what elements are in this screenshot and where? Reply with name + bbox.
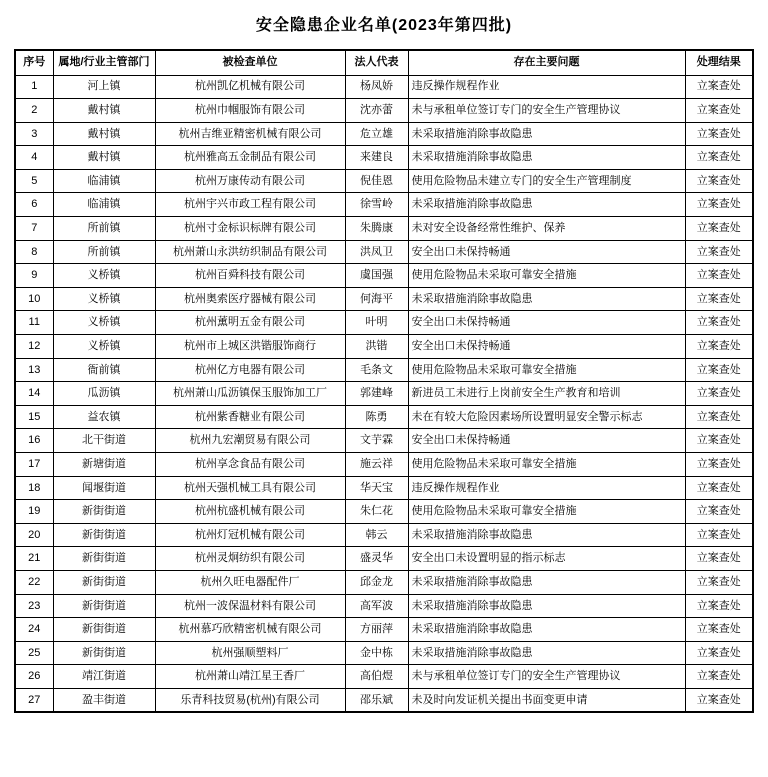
cell-unit: 杭州百舜科技有限公司 xyxy=(155,264,345,288)
table-row xyxy=(15,570,753,594)
cell-seq: 1 xyxy=(15,75,53,99)
table-row xyxy=(15,335,753,359)
cell-seq: 4 xyxy=(15,146,53,170)
cell-legal-rep: 郭建峰 xyxy=(345,382,408,406)
cell-result: 立案查处 xyxy=(685,99,753,123)
cell-department: 新街街道 xyxy=(53,547,155,571)
cell-seq: 11 xyxy=(15,311,53,335)
cell-result: 立案查处 xyxy=(685,594,753,618)
cell-department: 新街街道 xyxy=(53,523,155,547)
cell-legal-rep: 危立雄 xyxy=(345,122,408,146)
table-row xyxy=(15,311,753,335)
cell-unit: 杭州强顺塑料厂 xyxy=(155,641,345,665)
cell-result: 立案查处 xyxy=(685,146,753,170)
table-body xyxy=(15,75,753,712)
cell-department: 戴村镇 xyxy=(53,146,155,170)
cell-seq: 23 xyxy=(15,594,53,618)
cell-problem: 安全出口未保持畅通 xyxy=(408,311,685,335)
cell-seq: 6 xyxy=(15,193,53,217)
cell-seq: 18 xyxy=(15,476,53,500)
cell-department: 衙前镇 xyxy=(53,358,155,382)
table-row xyxy=(15,75,753,99)
cell-problem: 安全出口未保持畅通 xyxy=(408,335,685,359)
cell-result: 立案查处 xyxy=(685,665,753,689)
header-unit: 被检查单位 xyxy=(155,50,345,75)
cell-seq: 16 xyxy=(15,429,53,453)
hazard-enterprise-table xyxy=(14,49,754,713)
cell-problem: 违反操作规程作业 xyxy=(408,476,685,500)
cell-unit: 杭州一波保温材料有限公司 xyxy=(155,594,345,618)
cell-legal-rep: 洪锴 xyxy=(345,335,408,359)
cell-result: 立案查处 xyxy=(685,311,753,335)
table-row xyxy=(15,146,753,170)
table-header-row xyxy=(15,50,753,75)
cell-legal-rep: 沈亦蕾 xyxy=(345,99,408,123)
cell-result: 立案查处 xyxy=(685,641,753,665)
table-row xyxy=(15,429,753,453)
cell-result: 立案查处 xyxy=(685,287,753,311)
table-row xyxy=(15,453,753,477)
cell-legal-rep: 杨凤娇 xyxy=(345,75,408,99)
cell-legal-rep: 来建良 xyxy=(345,146,408,170)
cell-department: 闻堰街道 xyxy=(53,476,155,500)
cell-unit: 杭州万康传动有限公司 xyxy=(155,169,345,193)
cell-problem: 使用危险物品未采取可靠安全措施 xyxy=(408,453,685,477)
header-legal-rep: 法人代表 xyxy=(345,50,408,75)
cell-unit: 杭州雅高五金制品有限公司 xyxy=(155,146,345,170)
cell-legal-rep: 高伯煜 xyxy=(345,665,408,689)
cell-legal-rep: 华天宝 xyxy=(345,476,408,500)
cell-problem: 安全出口未设置明显的指示标志 xyxy=(408,547,685,571)
cell-problem: 新进员工未进行上岗前安全生产教育和培训 xyxy=(408,382,685,406)
cell-department: 戴村镇 xyxy=(53,99,155,123)
cell-result: 立案查处 xyxy=(685,335,753,359)
table-row xyxy=(15,287,753,311)
cell-department: 河上镇 xyxy=(53,75,155,99)
cell-department: 新街街道 xyxy=(53,500,155,524)
cell-unit: 杭州紫香糖业有限公司 xyxy=(155,405,345,429)
cell-problem: 安全出口未保持畅通 xyxy=(408,240,685,264)
cell-department: 临浦镇 xyxy=(53,169,155,193)
cell-legal-rep: 高军波 xyxy=(345,594,408,618)
cell-unit: 杭州萧山靖江星王香厂 xyxy=(155,665,345,689)
cell-problem: 未采取措施消除事故隐患 xyxy=(408,146,685,170)
cell-department: 新街街道 xyxy=(53,618,155,642)
cell-legal-rep: 韩云 xyxy=(345,523,408,547)
cell-problem: 未采取措施消除事故隐患 xyxy=(408,618,685,642)
cell-unit: 杭州市上城区洪锴服饰商行 xyxy=(155,335,345,359)
cell-seq: 27 xyxy=(15,688,53,712)
cell-unit: 杭州巾帼服饰有限公司 xyxy=(155,99,345,123)
table-row xyxy=(15,240,753,264)
cell-seq: 13 xyxy=(15,358,53,382)
cell-department: 盈丰街道 xyxy=(53,688,155,712)
cell-unit: 杭州宇兴市政工程有限公司 xyxy=(155,193,345,217)
cell-seq: 20 xyxy=(15,523,53,547)
cell-department: 所前镇 xyxy=(53,217,155,241)
cell-legal-rep: 倪佳恩 xyxy=(345,169,408,193)
cell-unit: 杭州薰明五金有限公司 xyxy=(155,311,345,335)
cell-department: 新街街道 xyxy=(53,641,155,665)
cell-seq: 15 xyxy=(15,405,53,429)
cell-problem: 安全出口未保持畅通 xyxy=(408,429,685,453)
cell-legal-rep: 朱腾康 xyxy=(345,217,408,241)
cell-problem: 未与承租单位签订专门的安全生产管理协议 xyxy=(408,99,685,123)
table-row xyxy=(15,193,753,217)
cell-unit: 杭州寸金标识标牌有限公司 xyxy=(155,217,345,241)
cell-problem: 使用危险物品未采取可靠安全措施 xyxy=(408,358,685,382)
cell-problem: 违反操作规程作业 xyxy=(408,75,685,99)
table-row xyxy=(15,523,753,547)
cell-department: 瓜沥镇 xyxy=(53,382,155,406)
cell-legal-rep: 毛条文 xyxy=(345,358,408,382)
cell-problem: 未采取措施消除事故隐患 xyxy=(408,523,685,547)
cell-result: 立案查处 xyxy=(685,358,753,382)
cell-result: 立案查处 xyxy=(685,476,753,500)
cell-legal-rep: 邱金龙 xyxy=(345,570,408,594)
cell-department: 北干街道 xyxy=(53,429,155,453)
cell-result: 立案查处 xyxy=(685,500,753,524)
cell-department: 新街街道 xyxy=(53,594,155,618)
cell-seq: 26 xyxy=(15,665,53,689)
cell-unit: 杭州奥索医疗器械有限公司 xyxy=(155,287,345,311)
cell-legal-rep: 徐雪岭 xyxy=(345,193,408,217)
cell-seq: 24 xyxy=(15,618,53,642)
cell-problem: 未与承租单位签订专门的安全生产管理协议 xyxy=(408,665,685,689)
cell-legal-rep: 朱仁花 xyxy=(345,500,408,524)
cell-unit: 乐青科技贸易(杭州)有限公司 xyxy=(155,688,345,712)
cell-problem: 使用危险物品未建立专门的安全生产管理制度 xyxy=(408,169,685,193)
cell-legal-rep: 邵乐斌 xyxy=(345,688,408,712)
cell-problem: 未采取措施消除事故隐患 xyxy=(408,594,685,618)
cell-problem: 使用危险物品未采取可靠安全措施 xyxy=(408,264,685,288)
cell-problem: 未采取措施消除事故隐患 xyxy=(408,287,685,311)
table-row xyxy=(15,547,753,571)
cell-problem: 未在有较大危险因素场所设置明显安全警示标志 xyxy=(408,405,685,429)
cell-problem: 使用危险物品未采取可靠安全措施 xyxy=(408,500,685,524)
header-problem: 存在主要问题 xyxy=(408,50,685,75)
header-department: 属地/行业主管部门 xyxy=(53,50,155,75)
cell-legal-rep: 文芋霖 xyxy=(345,429,408,453)
cell-seq: 9 xyxy=(15,264,53,288)
cell-result: 立案查处 xyxy=(685,453,753,477)
table-row xyxy=(15,476,753,500)
table-row xyxy=(15,405,753,429)
cell-problem: 未及时向发证机关提出书面变更申请 xyxy=(408,688,685,712)
cell-seq: 2 xyxy=(15,99,53,123)
cell-department: 义桥镇 xyxy=(53,287,155,311)
cell-unit: 杭州萧山瓜沥镇保玉服饰加工厂 xyxy=(155,382,345,406)
cell-result: 立案查处 xyxy=(685,523,753,547)
cell-department: 义桥镇 xyxy=(53,264,155,288)
table-row xyxy=(15,358,753,382)
cell-result: 立案查处 xyxy=(685,688,753,712)
cell-department: 临浦镇 xyxy=(53,193,155,217)
cell-unit: 杭州灯冠机械有限公司 xyxy=(155,523,345,547)
cell-unit: 杭州杭盛机械有限公司 xyxy=(155,500,345,524)
cell-unit: 杭州久旺电器配件厂 xyxy=(155,570,345,594)
cell-legal-rep: 洪凤卫 xyxy=(345,240,408,264)
cell-unit: 杭州灵炯纺织有限公司 xyxy=(155,547,345,571)
table-row xyxy=(15,665,753,689)
cell-problem: 未采取措施消除事故隐患 xyxy=(408,641,685,665)
cell-seq: 19 xyxy=(15,500,53,524)
cell-department: 靖江街道 xyxy=(53,665,155,689)
cell-problem: 未采取措施消除事故隐患 xyxy=(408,122,685,146)
cell-legal-rep: 陈勇 xyxy=(345,405,408,429)
cell-result: 立案查处 xyxy=(685,217,753,241)
cell-seq: 3 xyxy=(15,122,53,146)
table-row xyxy=(15,169,753,193)
cell-seq: 17 xyxy=(15,453,53,477)
page-title: 安全隐患企业名单(2023年第四批) xyxy=(255,17,513,34)
cell-result: 立案查处 xyxy=(685,618,753,642)
cell-legal-rep: 盛灵华 xyxy=(345,547,408,571)
cell-result: 立案查处 xyxy=(685,547,753,571)
cell-seq: 14 xyxy=(15,382,53,406)
cell-problem: 未采取措施消除事故隐患 xyxy=(408,570,685,594)
cell-seq: 10 xyxy=(15,287,53,311)
table-row xyxy=(15,217,753,241)
cell-result: 立案查处 xyxy=(685,264,753,288)
table-row xyxy=(15,500,753,524)
cell-department: 义桥镇 xyxy=(53,335,155,359)
table-row xyxy=(15,264,753,288)
cell-legal-rep: 金中栋 xyxy=(345,641,408,665)
cell-result: 立案查处 xyxy=(685,382,753,406)
table-row xyxy=(15,594,753,618)
header-result: 处理结果 xyxy=(685,50,753,75)
cell-unit: 杭州凯亿机械有限公司 xyxy=(155,75,345,99)
table-row xyxy=(15,99,753,123)
table-row xyxy=(15,122,753,146)
cell-unit: 杭州享念食品有限公司 xyxy=(155,453,345,477)
cell-legal-rep: 叶明 xyxy=(345,311,408,335)
cell-seq: 7 xyxy=(15,217,53,241)
cell-department: 新塘街道 xyxy=(53,453,155,477)
cell-result: 立案查处 xyxy=(685,405,753,429)
cell-department: 新街街道 xyxy=(53,570,155,594)
cell-unit: 杭州慕巧欣精密机械有限公司 xyxy=(155,618,345,642)
cell-department: 益农镇 xyxy=(53,405,155,429)
cell-result: 立案查处 xyxy=(685,193,753,217)
cell-department: 戴村镇 xyxy=(53,122,155,146)
cell-unit: 杭州吉维亚精密机械有限公司 xyxy=(155,122,345,146)
cell-seq: 5 xyxy=(15,169,53,193)
cell-unit: 杭州九宏潮贸易有限公司 xyxy=(155,429,345,453)
header-seq: 序号 xyxy=(15,50,53,75)
table-row xyxy=(15,382,753,406)
cell-legal-rep: 施云祥 xyxy=(345,453,408,477)
cell-seq: 22 xyxy=(15,570,53,594)
cell-department: 义桥镇 xyxy=(53,311,155,335)
cell-result: 立案查处 xyxy=(685,429,753,453)
cell-seq: 8 xyxy=(15,240,53,264)
cell-department: 所前镇 xyxy=(53,240,155,264)
cell-result: 立案查处 xyxy=(685,240,753,264)
cell-result: 立案查处 xyxy=(685,75,753,99)
cell-legal-rep: 何海平 xyxy=(345,287,408,311)
table-row xyxy=(15,688,753,712)
cell-result: 立案查处 xyxy=(685,570,753,594)
table-row xyxy=(15,618,753,642)
cell-problem: 未对安全设备经常性维护、保养 xyxy=(408,217,685,241)
cell-seq: 12 xyxy=(15,335,53,359)
cell-result: 立案查处 xyxy=(685,169,753,193)
cell-unit: 杭州萧山永洪纺织制品有限公司 xyxy=(155,240,345,264)
cell-unit: 杭州亿方电器有限公司 xyxy=(155,358,345,382)
cell-result: 立案查处 xyxy=(685,122,753,146)
cell-problem: 未采取措施消除事故隐患 xyxy=(408,193,685,217)
cell-legal-rep: 虞国强 xyxy=(345,264,408,288)
cell-legal-rep: 方丽萍 xyxy=(345,618,408,642)
table-row xyxy=(15,641,753,665)
cell-seq: 25 xyxy=(15,641,53,665)
cell-unit: 杭州天强机械工具有限公司 xyxy=(155,476,345,500)
cell-seq: 21 xyxy=(15,547,53,571)
